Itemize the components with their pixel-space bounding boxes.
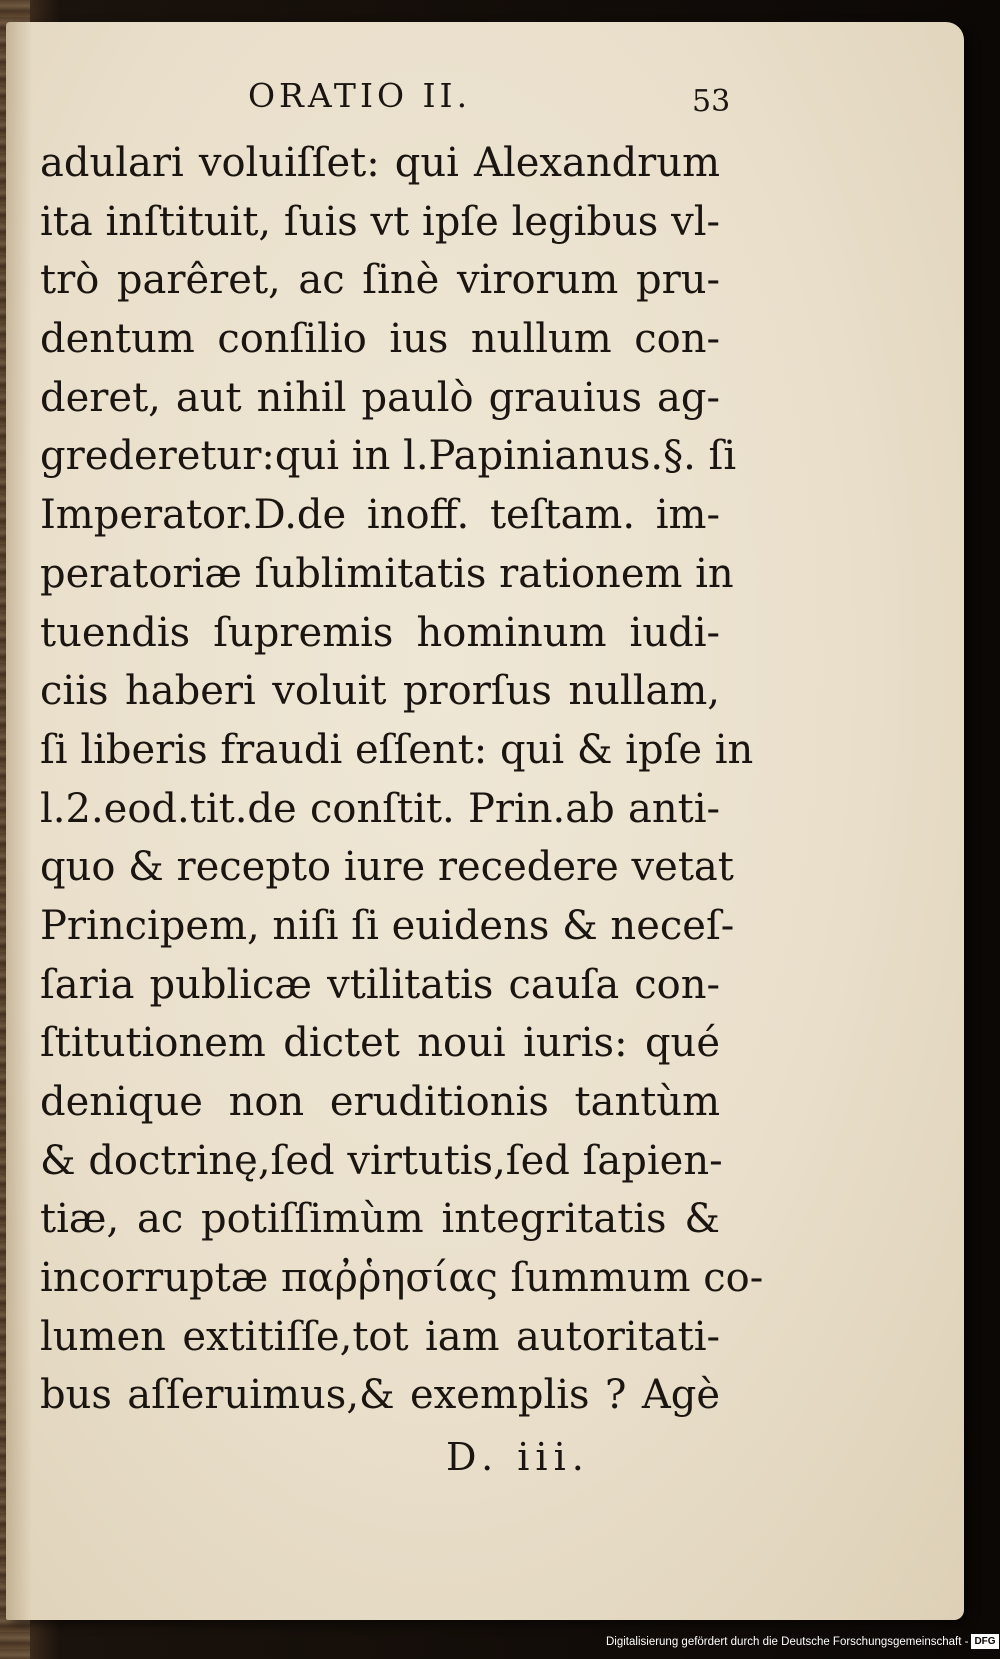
dfg-logo: DFG	[971, 1634, 998, 1649]
text-line: dentum conſilio ius nullum con-	[40, 316, 720, 363]
text-line: lumen extitiſſe,tot iam autoritati-	[40, 1313, 720, 1360]
text-block	[40, 70, 764, 1491]
text-line: tiæ, ac potiſſimùm integritatis &	[40, 1196, 720, 1243]
text-line: bus aſſeruimus,& exemplis ? Agè	[40, 1372, 720, 1419]
book-page	[6, 22, 964, 1620]
text-line: tuendis ſupremis hominum iudi-	[40, 609, 720, 656]
text-line: & doctrinę,ſed virtutis,ſed ſapien-	[40, 1137, 723, 1184]
text-line: denique non eruditionis tantùm	[40, 1079, 720, 1125]
page-header	[40, 70, 740, 134]
text-line: peratoriæ ſublimitatis rationem in	[40, 550, 734, 597]
text-line: quo & recepto iure recedere vetat	[40, 844, 734, 891]
text-line: Principem, niſi ſi euidens & neceſ-	[40, 902, 735, 949]
text-line: ſtitutionem dictet noui iuris: qué	[40, 1020, 720, 1067]
signature-line	[40, 1431, 740, 1491]
running-title: ORATIO II.	[248, 76, 472, 115]
text-line: ita inſtituit, ſuis vt ipſe legibus vl-	[40, 198, 720, 245]
gathering-signature: D. iii.	[446, 1435, 590, 1480]
text-line: deret, aut nihil paulò grauius ag-	[40, 374, 720, 421]
page-number: 53	[692, 84, 731, 119]
text-line: ſi liberis fraudi eſſent: qui & ipſe in	[40, 726, 754, 773]
text-line: ſaria publicæ vtilitatis cauſa con-	[40, 961, 720, 1008]
credit-text: Digitalisierung gefördert durch die Deutsche Forschungsgemeinschaft -	[606, 1636, 969, 1648]
digitization-credit	[606, 1631, 999, 1653]
text-line: Imperator.D.de inoff. teſtam. im-	[40, 492, 720, 539]
text-line: trò parêret, ac ſinè virorum pru-	[40, 257, 720, 304]
text-line: ciis haberi voluit prorſus nullam,	[40, 668, 720, 715]
text-line: adulari voluiſſet: qui Alexandrum	[40, 140, 720, 186]
text-line: grederetur:qui in l.Papinianus.§. ſi	[40, 433, 737, 480]
text-line: l.2.eod.tit.de conſtit. Prin.ab anti-	[40, 785, 720, 832]
text-line: incorruptæ παῤῥησίας ſummum co-	[40, 1255, 764, 1302]
